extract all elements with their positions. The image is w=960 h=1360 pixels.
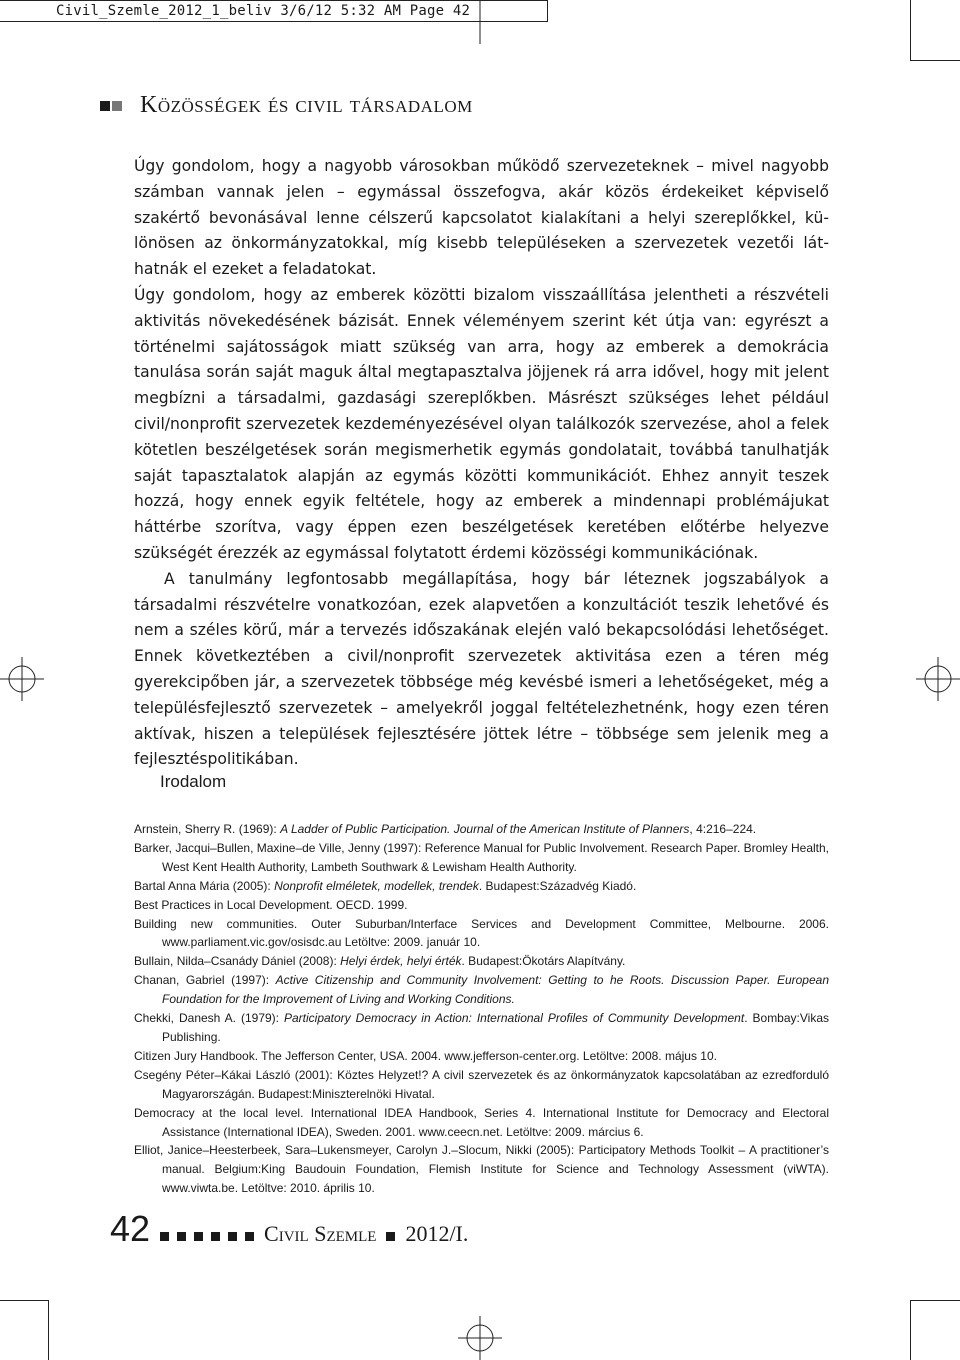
reference-title: Active Citizenship and Community Involvement: Getting to he Roots. Discussion Paper. European Foundation for the Improvement of Living and Working Conditions. [162, 973, 830, 1007]
section-title [100, 92, 473, 119]
reference-text: . Bombay:Vikas Publishing. [162, 1011, 829, 1044]
registration-mark-top [458, 0, 502, 44]
footer-square-icon [160, 1232, 169, 1241]
reference-entry [134, 1104, 829, 1142]
reference-text: Elliot, Janice–Heesterbeek, Sara–Lukensmeyer, Carolyn J.–Slocum, Nikki (2005): Participatory Methods Toolkit – A practitioner’s manual. Belgium:King Baudouin Foundation, Flemish Institute for Science and Technology Assessment (viWTA). www.viwta.be. Letöltve: 2010. április 10. [134, 1143, 829, 1196]
registration-mark-left [0, 657, 44, 701]
reference-entry [134, 971, 829, 1009]
title-square-light-icon [112, 101, 122, 111]
reference-text: Csegény Péter–Kákai László (2001): Köztes Helyzet!? A civil szervezetek és az önkormányzatok kapcsolatában az ezredforduló Magyarországán. Budapest:Miniszterelnöki Hivatal. [134, 1067, 829, 1101]
reference-entry [134, 915, 829, 953]
reference-title: A Ladder of Public Participation. Journal of the American Institute of Planners [280, 822, 690, 836]
footer-separator [386, 1232, 395, 1241]
reference-entry [134, 952, 829, 971]
print-slug: Civil_Szemle_2012_1_beliv 3/6/12 5:32 AM Page 42 [0, 0, 548, 22]
reference-text: . Budapest:Ökotárs Alapítvány. [461, 954, 626, 969]
reference-text: Chanan, Gabriel (1997): [134, 973, 276, 988]
reference-entry [134, 896, 829, 915]
reference-text: Best Practices in Local Development. OECD. 1999. [134, 897, 408, 912]
page-number: 42 [110, 1208, 151, 1249]
reference-text: Bartal Anna Mária (2005): [134, 878, 275, 893]
crop-mark-top-right [910, 0, 911, 60]
reference-text: . Budapest:Századvég Kiadó. [478, 878, 637, 893]
section-title-text: Közösségek és civil társadalom [140, 92, 473, 118]
reference-entry [134, 839, 829, 877]
footer-square-icon [177, 1232, 186, 1241]
reference-text: Arnstein, Sherry R. (1969): [134, 822, 281, 836]
reference-text: Bullain, Nilda–Csanády Dániel (2008): [134, 954, 341, 969]
paragraph: Úgy gondolom, hogy a nagyobb városokban működő szervezeteknek – mivel nagyobb számban vannak jelen – egymással összefogva, akár közös érdekeiket képviselő szakértő bevonásával lenne célszerű kapcsolatot kialakítani a helyi szereplőkkel, különösen az önkormányzatokkal, míg kisebb településeken a szervezetek vezetői láthatnák el ezeket a feladatokat. [134, 157, 829, 279]
article-body [134, 154, 829, 773]
footer-square-icon [211, 1232, 220, 1241]
reference-text: , 4:216–224. [689, 822, 757, 836]
reference-entry [134, 820, 829, 839]
paragraph: Úgy gondolom, hogy az emberek közötti bizalom visszaállítása jelentheti a részvételi aktivitás növekedésének bázisát. Ennek véleményem szerint két útja van: egyrészt a történelmi sajátosságok miatt szükség van arra, hogy az emberek a demokrácia tanulása során saját maguk által megtapasztalva jöjjenek rá arra idővel, hogy mit jelent megbízni a társadalmi, gazdasági szereplőkben. Másrészt szükséges lehet például civil/nonprofit szervezetek kezdeményezésével olyan találkozók szervezése, ahol a felek kötetlen beszélgetések során megismerhetik egymás gondolatait, továbbá tanulhatják saját tapasztalatok alapján az egymás közötti kommunikációt. Ehhez annyit teszek hozzá, hogy ennek egyik feltétele, hogy az emberek a mindennapi problémájukat háttérbe szorítva, vagy éppen ezen beszélgetések keretében előtérbe helyezve szükségét érezzék az egymással folytatott érdemi közösségi kommunikációnak. [134, 285, 829, 562]
crop-mark-bottom-left-h [0, 1300, 48, 1301]
registration-mark-right [916, 657, 960, 701]
reference-text: Democracy at the local level. International IDEA Handbook, Series 4. International Institute for Democracy and Electoral Assistance (International IDEA), Sweden. 2001. www.ceecn.net. Letöltve: 2009. március 6. [134, 1105, 829, 1139]
reference-text: Chekki, Danesh A. (1979): [134, 1011, 284, 1026]
registration-mark-bottom [458, 1316, 502, 1360]
reference-title: Participatory Democracy in Action: International Profiles of Community Development [283, 1011, 745, 1026]
crop-mark-bottom-right [910, 1300, 911, 1360]
reference-entry [134, 1141, 829, 1198]
reference-entry [134, 1066, 829, 1104]
journal-title: Civil Szemle [264, 1221, 377, 1246]
crop-mark-bottom-right-h [910, 1300, 960, 1301]
page-footer [110, 1208, 468, 1250]
references-heading: Irodalom [160, 772, 227, 791]
reference-text: Citizen Jury Handbook. The Jefferson Center, USA. 2004. www.jefferson-center.org. Letöltve: 2008. május 10. [134, 1048, 717, 1063]
reference-text: Building new communities. Outer Suburban/Interface Services and Development Committee, Melbourne. 2006. www.parliament.vic.gov/osisdc.au Letöltve: 2009. január 10. [134, 916, 829, 950]
reference-list [134, 820, 829, 1198]
crop-mark-top-right-h [910, 60, 960, 61]
reference-entry [134, 877, 829, 896]
footer-square-icon [194, 1232, 203, 1241]
footer-square-icon [245, 1232, 254, 1241]
reference-title: Nonprofit elméletek, modellek, trendek [274, 878, 479, 893]
journal-issue: 2012/I. [405, 1221, 469, 1246]
reference-entry [134, 1047, 829, 1066]
reference-title: Helyi érdek, helyi érték [340, 954, 462, 969]
reference-text: Barker, Jacqui–Bullen, Maxine–de Ville, Jenny (1997): Reference Manual for Public Involvement. Research Paper. Bromley Health, West Kent Health Authority, Lambeth Southwark & Lewisham Health Authority. [134, 840, 829, 874]
footer-square-icon [228, 1232, 237, 1241]
footer-squares [160, 1232, 254, 1241]
footer-square-icon [386, 1232, 395, 1241]
title-square-icon [100, 101, 110, 111]
reference-entry [134, 1009, 829, 1047]
paragraph: A tanulmány legfontosabb megállapítása, hogy bár léteznek jogszabályok a társadalmi részvételre vonatkozóan, ezek alapvetően a konzultációt teszik lehetővé és nem a széles körű, már a tervezés időszakának elején való bekapcsolódási lehetőséget. Ennek következtében a civil/nonprofit szervezetek aktivitása ezen a téren még gyerekcipőben jár, a szervezetek többsége még kevésbé ismeri a lehetőségeket, még a településfejlesztő szervezetek – amelyekről joggal feltételezhetnénk, hogy ezen téren aktívak, hiszen a települések fejlesztésére jöttek létre – többsége sem jelenik meg a fejlesztéspolitikában. [134, 569, 829, 769]
crop-mark-bottom-left [48, 1300, 49, 1360]
